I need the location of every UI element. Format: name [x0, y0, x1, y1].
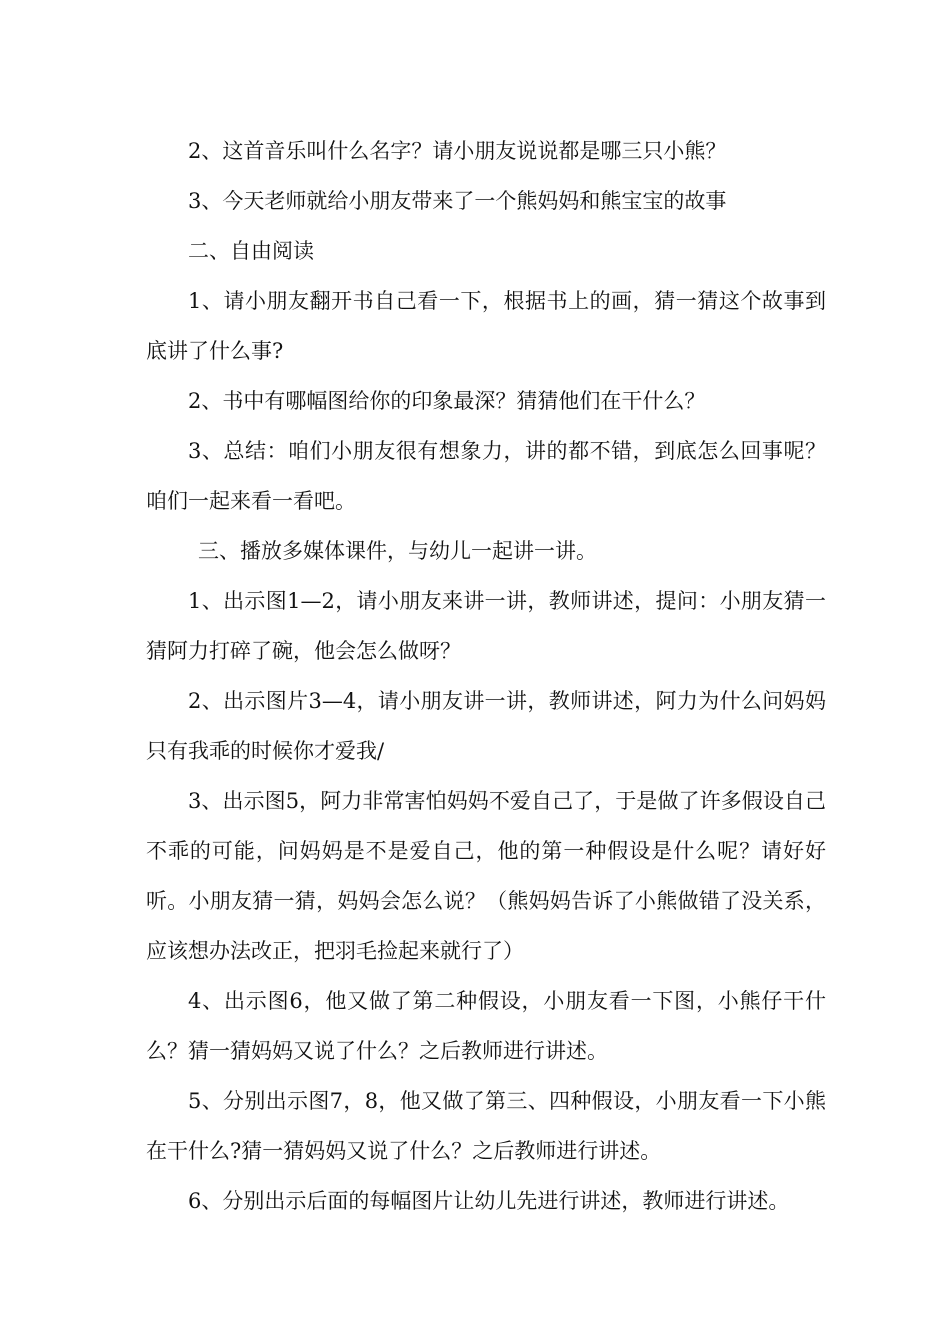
paragraph-item: 5、分别出示图7，8，他又做了第三、四种假设，小朋友看一下小熊在干什么?猜一猜妈妈又说了什么？之后教师进行讲述。 — [146, 1089, 826, 1163]
section-heading: 三、播放多媒体课件，与幼儿一起讲一讲。 — [198, 539, 597, 563]
paragraph-item: 3、总结：咱们小朋友很有想象力，讲的都不错，到底怎么回事呢？咱们一起来看一看吧。 — [146, 439, 826, 513]
paragraph-item: 4、出示图6，他又做了第二种假设，小朋友看一下图，小熊仔干什么？猜一猜妈妈又说了什么？之后教师进行讲述。 — [146, 989, 826, 1063]
paragraph-item: 3、今天老师就给小朋友带来了一个熊妈妈和熊宝宝的故事 — [188, 189, 727, 213]
paragraph-item: 1、请小朋友翻开书自己看一下，根据书上的画，猜一猜这个故事到底讲了什么事? — [146, 289, 826, 363]
section-heading: 二、自由阅读 — [188, 239, 314, 263]
paragraph-item: 2、书中有哪幅图给你的印象最深？猜猜他们在干什么？ — [188, 389, 706, 413]
paragraph-item: 2、这首音乐叫什么名字？请小朋友说说都是哪三只小熊？ — [188, 139, 727, 163]
document-body — [146, 126, 826, 1226]
paragraph-item: 6、分别出示后面的每幅图片让幼儿先进行讲述，教师进行讲述。 — [188, 1189, 790, 1213]
paragraph-item: 2、出示图片3—4，请小朋友讲一讲，教师讲述，阿力为什么问妈妈只有我乖的时候你才爱我/ — [146, 689, 826, 763]
paragraph-item: 1、出示图1—2，请小朋友来讲一讲，教师讲述，提问：小朋友猜一猜阿力打碎了碗，他会怎么做呀？ — [146, 589, 826, 663]
paragraph-item: 3、出示图5，阿力非常害怕妈妈不爱自己了，于是做了许多假设自己不乖的可能，问妈妈是不是爱自己，他的第一种假设是什么呢？请好好听。小朋友猜一猜，妈妈会怎么说？（熊妈妈告诉了小熊做错了没关系，应该想办法改正，把羽毛捡起来就行了） — [146, 789, 826, 963]
